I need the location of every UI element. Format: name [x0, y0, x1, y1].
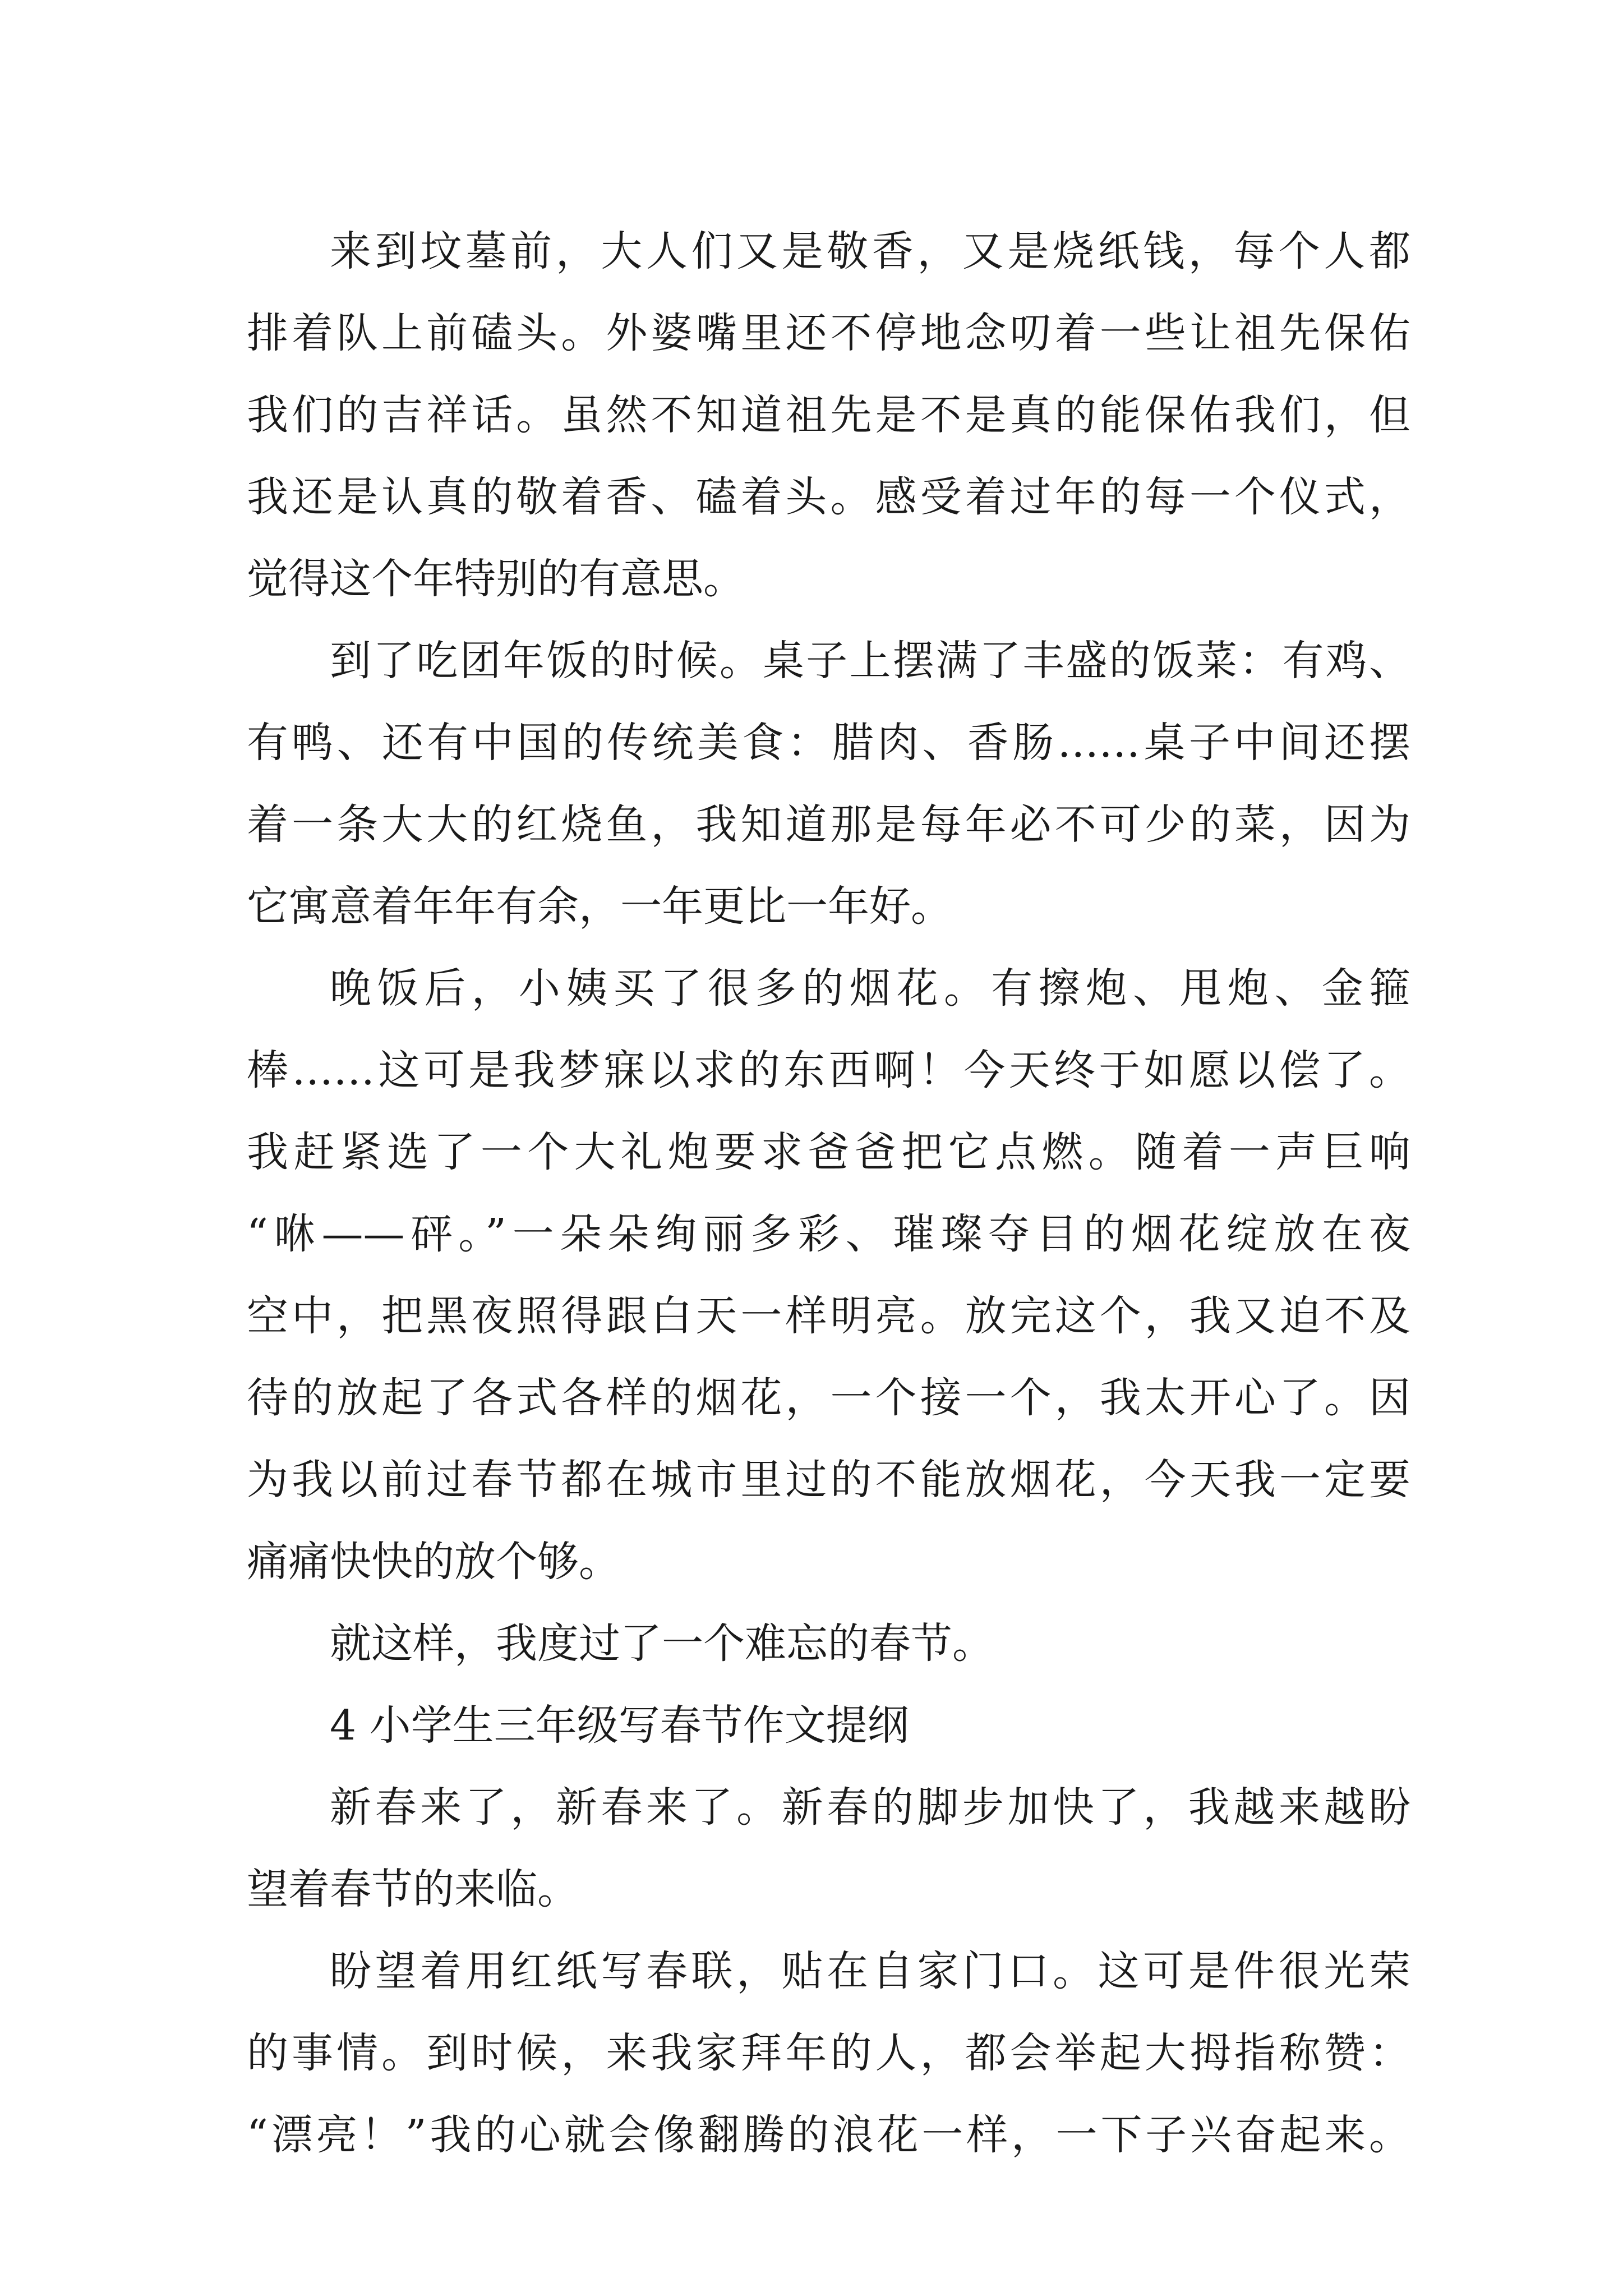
paragraph-line: 排着队上前磕头。外婆嘴里还不停地念叨着一些让祖先保佑: [247, 309, 1410, 357]
paragraph-line: 晚饭后，小姨买了很多的烟花。有擦炮、甩炮、金箍: [330, 964, 1410, 1013]
paragraph-line: 痛痛快快的放个够。: [247, 1538, 620, 1586]
paragraph-line: 新春来了，新春来了。新春的脚步加快了，我越来越盼: [330, 1783, 1410, 1832]
paragraph-line: 着一条大大的红烧鱼，我知道那是每年必不可少的菜，因为: [247, 800, 1410, 849]
paragraph-line: 它寓意着年年有余，一年更比一年好。: [247, 882, 952, 931]
paragraph-line: 的事情。到时候，来我家拜年的人，都会举起大拇指称赞：: [247, 2029, 1410, 2077]
paragraph-line: 有鸭、还有中国的传统美食：腊肉、香肠……桌子中间还摆: [247, 719, 1410, 767]
paragraph-line: 我赶紧选了一个大礼炮要求爸爸把它点燃。随着一声巨响: [247, 1128, 1410, 1176]
paragraph-line: 棒……这可是我梦寐以求的东西啊！今天终于如愿以偿了。: [247, 1046, 1410, 1094]
paragraph-line: 来到坟墓前，大人们又是敬香，又是烧纸钱，每个人都: [330, 227, 1410, 275]
paragraph-line: 就这样，我度过了一个难忘的春节。: [330, 1619, 994, 1668]
paragraph-line: 待的放起了各式各样的烟花，一个接一个，我太开心了。因: [247, 1374, 1410, 1422]
paragraph-line: “漂亮！”我的心就会像翻腾的浪花一样，一下子兴奋起来。: [247, 2111, 1410, 2159]
section-heading: 4 小学生三年级写春节作文提纲: [330, 1701, 909, 1750]
body-text: [247, 210, 1410, 2176]
paragraph-line: 望着春节的来临。: [247, 1865, 579, 1913]
paragraph-line: 为我以前过春节都在城市里过的不能放烟花，今天我一定要: [247, 1456, 1410, 1504]
paragraph-line: “咻——砰。”一朵朵绚丽多彩、璀璨夺目的烟花绽放在夜: [247, 1210, 1410, 1258]
paragraph-line: 空中，把黑夜照得跟白天一样明亮。放完这个，我又迫不及: [247, 1292, 1410, 1340]
paragraph-line: 盼望着用红纸写春联，贴在自家门口。这可是件很光荣: [330, 1947, 1410, 1995]
paragraph-line: 我们的吉祥话。虽然不知道祖先是不是真的能保佑我们，但: [247, 391, 1410, 439]
paragraph-line: 觉得这个年特别的有意思。: [247, 555, 745, 603]
paragraph-line: 到了吃团年饭的时候。桌子上摆满了丰盛的饭菜：有鸡、: [330, 637, 1410, 685]
paragraph-line: 我还是认真的敬着香、磕着头。感受着过年的每一个仪式，: [247, 473, 1410, 521]
